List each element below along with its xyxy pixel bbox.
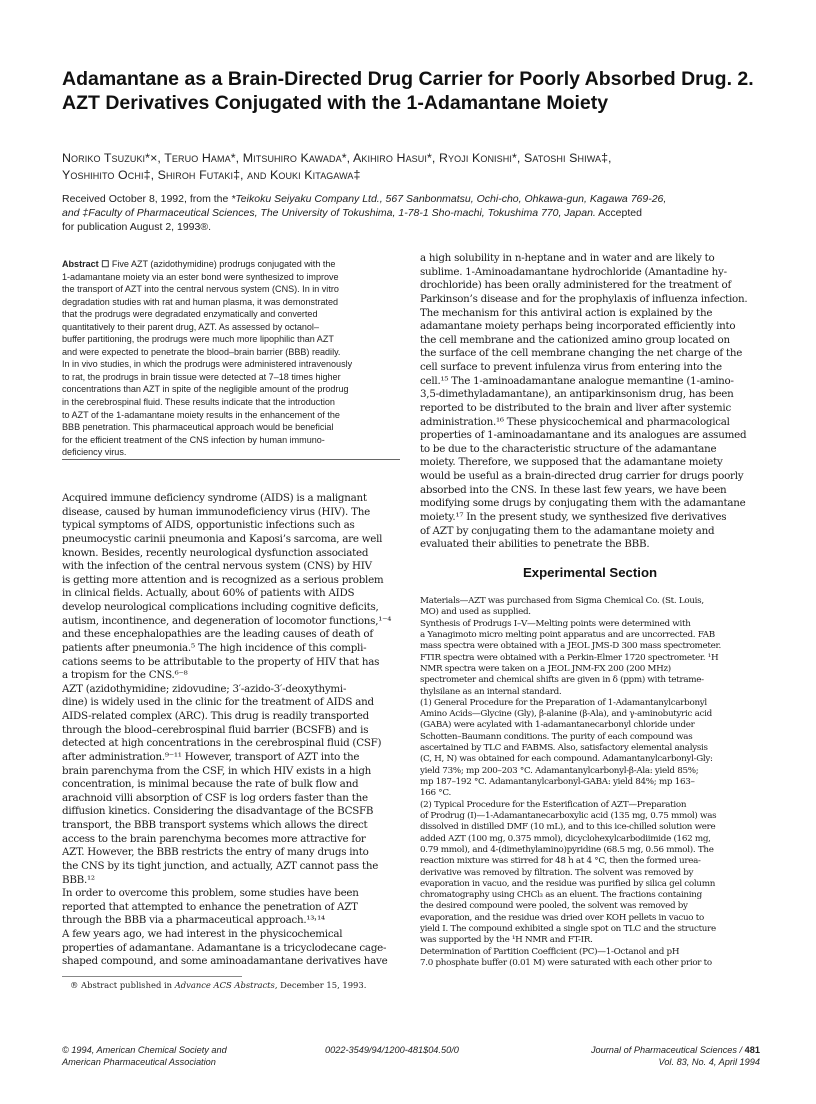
- text-line: develop neurological complications including cognitive deficits,: [62, 601, 379, 613]
- text-line: NMR spectra were taken on a JEOL JNM-FX 200 (200 MHz): [420, 663, 671, 674]
- text-line: drochloride) has been orally administered for the treatment of: [420, 279, 732, 292]
- text-line: A few years ago, we had interest in the physicochemical: [62, 928, 343, 940]
- text-line: AZT (azidothymidine; zidovudine; 3′-azido-3′-deoxythymi-: [62, 682, 347, 695]
- affiliation-2: and ‡Faculty of Pharmaceutical Sciences, The University of Tokushima, 1-78-1 Sho-machi, Tokushima 770, Japan.: [62, 206, 596, 219]
- text-line: the desired compound were pooled, the solvent was removed by: [420, 901, 688, 912]
- text-line: through the BBB via a pharmaceutical approach.¹³˒¹⁴: [62, 914, 325, 927]
- footnote-text: ® Abstract published in: [70, 980, 175, 990]
- received-line: [62, 193, 762, 207]
- text-line: reported to be distributed to the brain and liver after systemic: [420, 401, 731, 414]
- text-line: evaluated their abilities to penetrate the BBB.: [420, 538, 650, 551]
- text-line: concentration, is minimal because the rate of bulk flow and: [62, 778, 359, 791]
- text-line: in clinical fields. Actually, about 60% of patients with AIDS: [62, 587, 355, 600]
- text-line: yield I. The compound exhibited a single spot on TLC and the structure: [420, 924, 716, 935]
- text-line: Synthesis of Prodrugs I–V—Melting points were determined with: [420, 618, 691, 629]
- text-line: with the infection of the central nervous system (CNS) by HIV: [62, 560, 372, 573]
- author-list: [62, 150, 762, 184]
- journal-name: Journal of Pharmaceutical Sciences /: [590, 1045, 745, 1055]
- text-line: a high solubility in n-heptane and in water and are likely to: [420, 252, 715, 264]
- abstract-line: concentrations than AZT in spite of the negligible amount of the prodrug: [62, 384, 349, 395]
- affiliation-1: *Teikoku Seiyaku Company Ltd., 567 Sanbonmatsu, Ochi-cho, Ohkawa-gun, Kagawa 769-26,: [231, 193, 667, 205]
- text-line: Amino Acids—Glycine (Gly), β-alanine (β-Ala), and γ-aminobutyric acid: [420, 709, 712, 720]
- text-line: and these encephalopathies are the leading causes of death of: [62, 628, 373, 641]
- text-line: is getting more attention and is recognized as a serious problem: [62, 573, 384, 586]
- text-line: cell surface to prevent infulenza virus from entering into the: [420, 361, 722, 373]
- text-line: (1) General Procedure for the Preparation of 1-Adamantanylcarbonyl: [420, 697, 707, 708]
- text-line: the cell membrane and the cationized amino group located on: [420, 333, 730, 346]
- abstract-line: the transport of AZT into the central nervous system (CNS). In in vitro: [62, 284, 339, 295]
- journal-line: [520, 1045, 760, 1057]
- text-line: Determination of Partition Coefficient (PC)—1-Octanol and pH: [420, 946, 680, 957]
- text-line: modifying some drugs by conjugating them with the adamantane: [420, 497, 746, 510]
- received-info: [62, 193, 762, 234]
- abstract-line: quantitatively to their parent drug, AZT. As assessed by octanol–: [62, 321, 319, 332]
- text-line: evaporation, and the residue was dried over KOH pellets in vacuo to: [420, 912, 704, 923]
- text-line: administration.¹⁶ These physicochemical and pharmacological: [420, 415, 730, 428]
- text-line: moiety. Therefore, we supposed that the adamantane moiety: [420, 456, 723, 469]
- text-line: typical symptoms of AIDS, opportunistic infections such as: [62, 519, 355, 532]
- text-line: spectrometer and chemical shifts are given in δ (ppm) with tetrame-: [420, 675, 704, 686]
- title-line: Adamantane as a Brain-Directed Drug Carrier for Poorly Absorbed Drug. 2.: [62, 68, 754, 90]
- text-line: (C, H, N) was obtained for each compound. Adamantanylcarbonyl-Gly:: [420, 754, 713, 765]
- text-line: the CNS by its tight junction, and actually, AZT cannot pass the: [62, 859, 379, 872]
- text-line: Parkinson’s disease and for the prophylaxis of influenza infection.: [420, 292, 748, 305]
- abstract-line: to AZT of the 1-adamantane moiety results in the enhancement of the: [62, 409, 340, 420]
- text-line: 166 °C.: [420, 788, 451, 799]
- abstract-line: deficiency virus.: [62, 447, 127, 458]
- text-line: 0.79 mmol), and 4-(dimethylamino)pyridine (68.5 mg, 0.56 mmol). The: [420, 844, 714, 855]
- text-line: of Prodrug (I)—1-Adamantanecarboxylic acid (135 mg, 0.75 mmol) was: [420, 810, 717, 821]
- copyright-notice: [62, 1045, 312, 1068]
- text-line: to be due to the characteristic structure of the adamantane: [420, 442, 717, 455]
- text-line: disease, caused by human immunodeficiency virus (HIV). The: [62, 505, 370, 518]
- text-line: Schotten–Baumann conditions. The purity of each compound was: [420, 731, 693, 742]
- abstract-line: that the prodrugs were degradated enzymatically and converted: [62, 309, 318, 320]
- abstract-line: BBB penetration. This pharmaceutical approach would be beneficial: [62, 422, 334, 433]
- abstract-line: [62, 258, 400, 271]
- text-line: cations seems to be attributable to the property of HIV that has: [62, 655, 380, 668]
- left-column-body: [62, 492, 402, 969]
- abstract: [62, 258, 400, 459]
- text-line: (GABA) were acylated with 1-adamantanecarbonyl chloride under: [420, 720, 695, 731]
- text-line: dissolved in distilled DMF (10 mL), and to this ice-chilled solution were: [420, 822, 716, 833]
- abstract-line: in the cerebrospinal fluid. These results indicate that the introduction: [62, 397, 335, 408]
- copyright-line: © 1994, American Chemical Society and: [62, 1045, 227, 1055]
- text-line: pneumocystic carinii pneumonia and Kaposi’s sarcoma, are well: [62, 532, 383, 545]
- text-line: the surface of the cell membrane changing the net charge of the: [420, 347, 743, 360]
- footnote-journal: Advance ACS Abstracts: [174, 980, 275, 990]
- abstract-line: degradation studies with rat and human plasma, it was demonstrated: [62, 296, 339, 307]
- journal-citation: [520, 1045, 760, 1068]
- received-date: Received October 8, 1992, from the: [62, 193, 232, 205]
- text-line: patients after pneumonia.⁵ The high incidence of this compli-: [62, 641, 367, 654]
- text-line: chromatography using CHCl₃ as an eluent. The fractions containing: [420, 890, 702, 901]
- text-line: absorbed into the CNS. In these last few years, we have been: [420, 483, 727, 496]
- text-line: access to the brain parenchyma becomes more attractive for: [62, 832, 366, 845]
- abstract-line: In in vivo studies, in which the prodrugs were administered intravenously: [62, 359, 353, 370]
- text-line: yield 73%; mp 200–203 °C. Adamantanylcarbonyl-β-Ala: yield 85%;: [420, 765, 699, 776]
- text-line: mass spectra were obtained with a JEOL JMS-D 300 mass spectrometer.: [420, 641, 721, 652]
- text-line: dine) is widely used in the clinic for the treatment of AIDS and: [62, 696, 374, 709]
- page-number: 481: [744, 1045, 760, 1055]
- section-heading: Experimental Section: [522, 565, 658, 580]
- text-line: AIDS-related complex (ARC). This drug is readily transported: [62, 710, 369, 722]
- abstract-line: buffer partitioning, the prodrugs were much more lipophilic than AZT: [62, 334, 334, 345]
- text-line: of AZT by conjugating them to the adamantane moiety and: [420, 524, 715, 537]
- accepted-date: for publication August 2, 1993®.: [62, 220, 212, 233]
- text-line: thylsilane as an internal standard.: [420, 686, 562, 697]
- text-line: sublime. 1-Aminoadamantane hydrochloride (Amantadine hy-: [420, 265, 727, 278]
- text-line: The mechanism for this antiviral action is explained by the: [420, 306, 713, 319]
- text-line: shaped compound, and some aminoadamantane derivatives have: [62, 955, 388, 968]
- text-line: reaction mixture was stirred for 48 h at 4 °C, then the formed urea-: [420, 856, 701, 867]
- copyright-line: American Pharmaceutical Association: [62, 1056, 216, 1067]
- received-line: [62, 207, 762, 221]
- accepted-label: Accepted: [595, 206, 642, 219]
- text-line: AZT. However, the BBB restricts the entry of many drugs into: [62, 846, 369, 859]
- text-line: known. Besides, recently neurological dysfunction associated: [62, 546, 369, 559]
- text-line: autism, incontinence, and degeneration of locomotor functions,¹⁻⁴: [62, 614, 392, 627]
- abstract-line: to rat, the prodrugs in brain tissue were detected at 7–18 times higher: [62, 371, 341, 382]
- text-line: Acquired immune deficiency syndrome (AIDS) is a malignant: [62, 492, 367, 504]
- text-line: 7.0 phosphate buffer (0.01 M) were saturated with each other prior to: [420, 958, 712, 968]
- abstract-line: for the efficient treatment of the CNS infection by human immuno-: [62, 434, 325, 445]
- text-line: ascertained by TLC and FABMS. Also, satisfactory elemental analysis: [420, 743, 708, 754]
- text-line: reported that attempted to enhance the penetration of AZT: [62, 900, 358, 913]
- text-line: properties of 1-aminoadamantane and its analogues are assumed: [420, 429, 747, 442]
- text-line: Materials—AZT was purchased from Sigma Chemical Co. (St. Louis,: [420, 596, 704, 606]
- text-line: arachnoid villi absorption of CSF is log orders faster than the: [62, 791, 368, 804]
- journal-volume: Vol. 83, No. 4, April 1994: [658, 1056, 760, 1067]
- text-line: a tropism for the CNS.⁶⁻⁸: [62, 669, 188, 682]
- footnote: [70, 980, 402, 991]
- text-line: moiety.¹⁷ In the present study, we synthesized five derivatives: [420, 510, 727, 523]
- text-line: FTIR spectra were obtained with a Perkin-Elmer 1720 spectrometer. ¹H: [420, 652, 719, 663]
- text-line: properties of adamantane. Adamantane is a tricyclodecane cage-: [62, 941, 387, 954]
- text-line: (2) Typical Procedure for the Esterification of AZT—Preparation: [420, 799, 687, 810]
- text-line: MO) and used as supplied.: [420, 607, 531, 618]
- text-line: would be useful as a brain-directed drug carrier for drugs poorly: [420, 470, 744, 482]
- title-line: AZT Derivatives Conjugated with the 1-Adamantane Moiety: [62, 91, 609, 114]
- text-line: cell.¹⁵ The 1-aminoadamantane analogue memantine (1-amino-: [420, 374, 734, 387]
- abstract-line: 1-adamantane moiety via an ester bond were synthesized to improve: [62, 271, 339, 282]
- text-line: diffusion kinetics. Considering the disadvantage of the BCSFB: [62, 805, 374, 818]
- article-title: [62, 68, 762, 115]
- text-line: a Yanagimoto micro melting point apparatus and are uncorrected. FAB: [420, 629, 715, 640]
- footnote-divider: [62, 976, 242, 977]
- text-line: transport, the BBB transport systems which allows the direct: [62, 819, 368, 831]
- text-line: adamantane moiety perhaps being incorporated efficiently into: [420, 320, 736, 333]
- text-line: was supported by the ¹H NMR and FT-IR.: [420, 935, 593, 946]
- abstract-divider: [62, 459, 400, 460]
- text-line: derivative was removed by filtration. The solvent was removed by: [420, 867, 694, 878]
- footnote-date: , December 15, 1993.: [274, 980, 367, 990]
- text-line: detected at high concentrations in the cerebrospinal fluid (CSF): [62, 737, 382, 750]
- text-line: after administration.⁹⁻¹¹ However, transport of AZT into the: [62, 750, 360, 763]
- text-line: added AZT (100 mg, 0.375 mmol), dicyclohexylcarbodiimide (162 mg,: [420, 833, 711, 844]
- right-column-body: [420, 252, 760, 552]
- abstract-line: and were expected to penetrate the blood–brain barrier (BBB) readily.: [62, 346, 341, 357]
- author-line: Noriko Tsuzuki*×, Teruo Hama*, Mitsuhiro Kawada*, Akihiro Hasui*, Ryoji Konishi*, Satoshi Shiwa‡,: [62, 151, 612, 165]
- abstract-first: Five AZT (azidothymidine) prodrugs conjugated with the: [109, 259, 336, 269]
- text-line: brain parenchyma from the CSF, in which HIV exists in a high: [62, 764, 372, 777]
- experimental-section: [420, 596, 760, 969]
- article-code: 0022-3549/94/1200-481$04.50/0: [325, 1045, 459, 1055]
- author-line: Yoshihito Ochi‡, Shiroh Futaki‡, and Kouki Kitagawa‡: [62, 168, 361, 182]
- text-line: evaporation in vacuo, and the residue was purified by silica gel column: [420, 878, 716, 889]
- text-line: 3,5-dimethyladamantane), an antiparkinsonism drug, has been: [420, 388, 734, 401]
- text-line: BBB.¹²: [62, 873, 95, 886]
- text-line: In order to overcome this problem, some studies have been: [62, 887, 359, 900]
- text-line: mp 187–192 °C. Adamantanylcarbonyl-GABA: yield 84%; mp 163–: [420, 777, 695, 787]
- text-line: through the blood–cerebrospinal fluid barrier (BCSFB) and is: [62, 723, 369, 736]
- abstract-label: Abstract ☐: [62, 259, 110, 269]
